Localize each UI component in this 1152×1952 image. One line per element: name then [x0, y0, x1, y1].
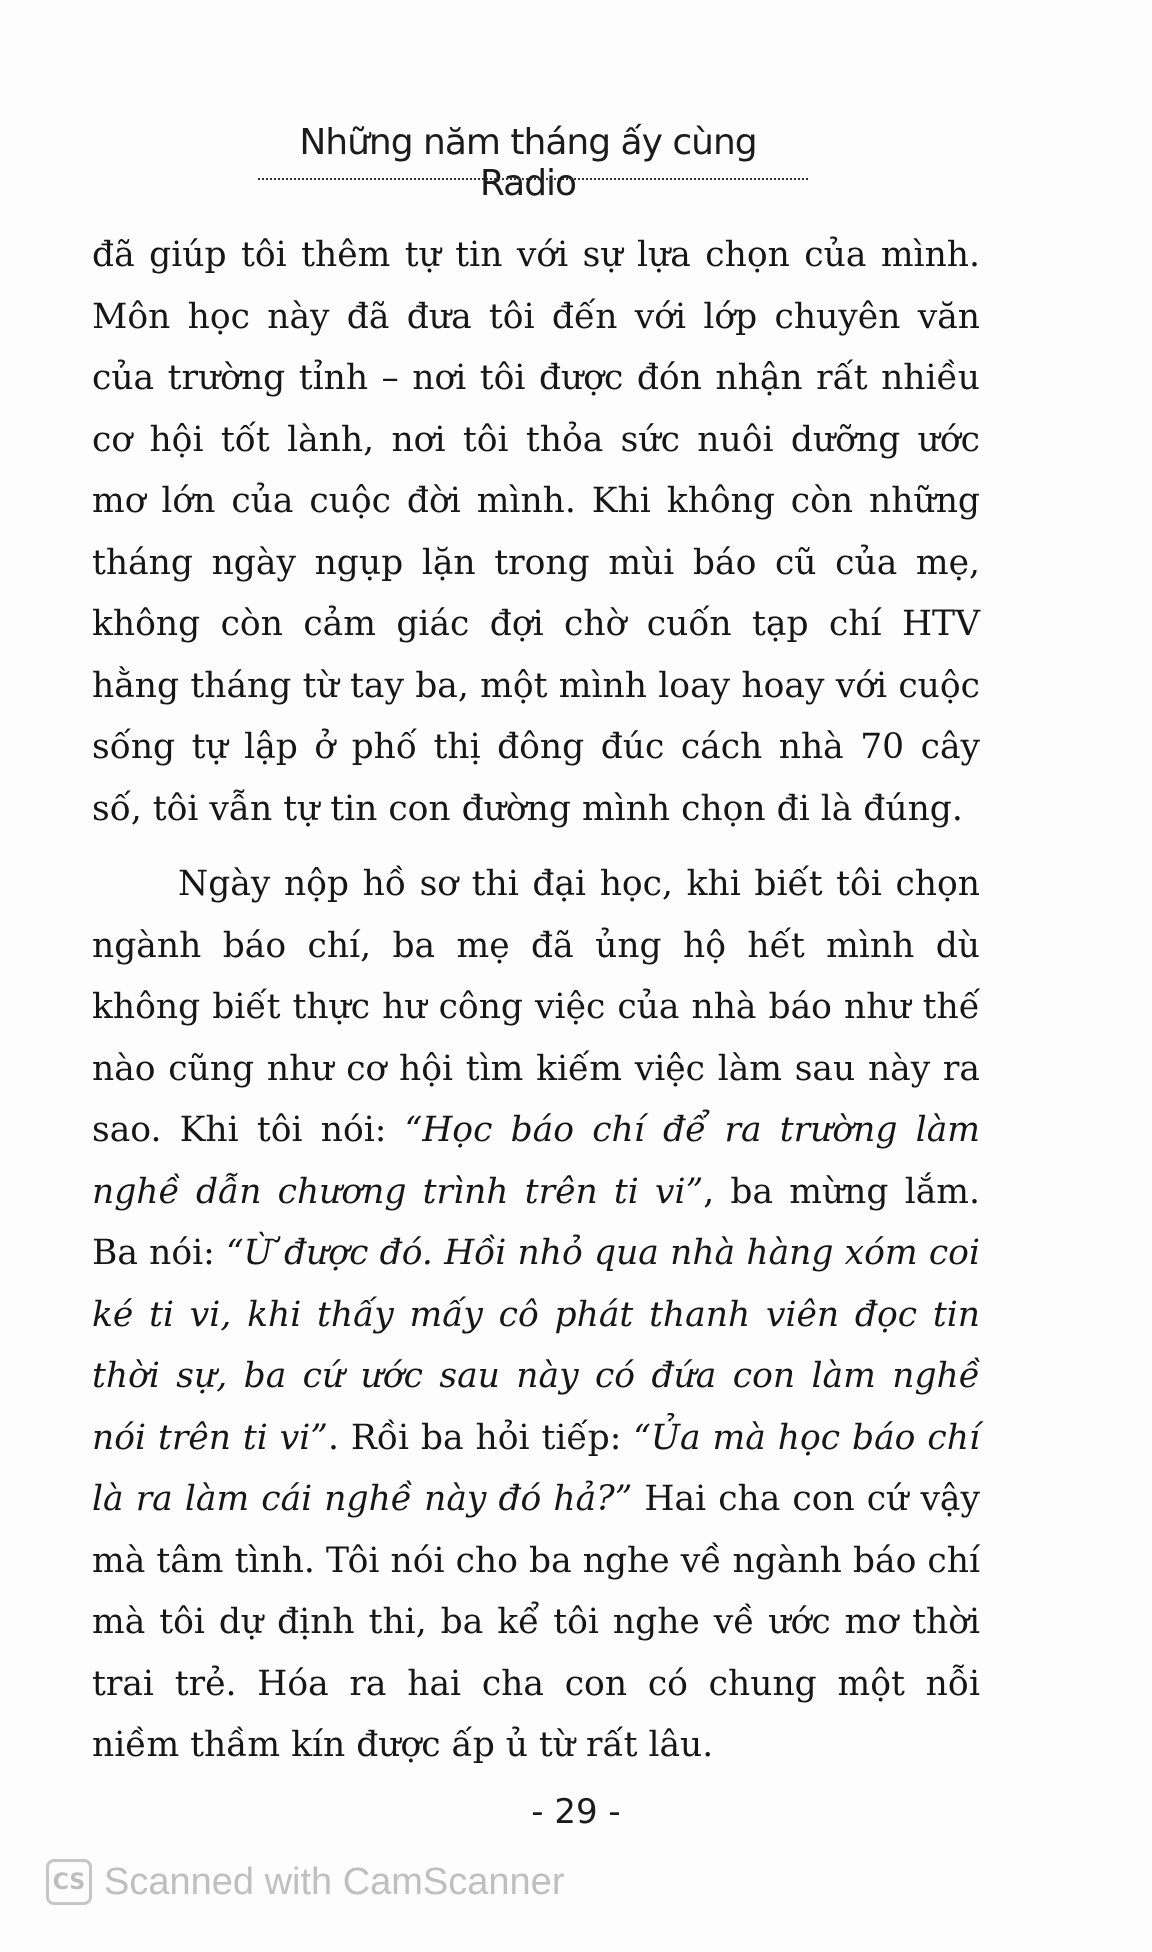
body-text: [92, 225, 980, 1777]
paragraph-2: [92, 854, 980, 1777]
camscanner-logo-icon: CS: [46, 1859, 92, 1905]
paragraph-1: đã giúp tôi thêm tự tin với sự lựa chọn của mình. Môn học này đã đưa tôi đến với lớp chuyên văn của trường tỉnh – nơi tôi được đón nhận rất nhiều cơ hội tốt lành, nơi tôi thỏa sức nuôi dưỡng ước mơ lớn của cuộc đời mình. Khi không còn những tháng ngày ngụp lặn trong mùi báo cũ của mẹ, không còn cảm giác đợi chờ cuốn tạp chí HTV hằng tháng từ tay ba, một mình loay hoay với cuộc sống tự lập ở phố thị đông đúc cách nhà 70 cây số, tôi vẫn tự tin con đường mình chọn đi là đúng.: [92, 235, 980, 829]
quote-1: “Học báo chí để ra trường làm nghề dẫn chương trình trên ti vi”: [92, 1110, 980, 1212]
quote-3: “Ủa mà học báo chí là ra làm cái nghề này đó hả?”: [92, 1417, 980, 1519]
quote-2: “Ừ được đó. Hồi nhỏ qua nhà hàng xóm coi ké ti vi, khi thấy mấy cô phát thanh viên đọc tin thời sự, ba cứ ước sau này có đứa con làm nghề nói trên ti vi”: [92, 1233, 980, 1458]
running-header: Những năm tháng ấy cùng Radio: [299, 122, 757, 204]
paragraph-2-text-1: Ngày nộp hồ sơ thi đại học, khi biết tôi chọn ngành báo chí, ba mẹ đã ủng hộ hết mình dù không biết thực hư công việc của nhà báo như thế nào cũng như cơ hội tìm kiếm việc làm sau này ra sao. Khi tôi nói:: [92, 864, 980, 1150]
paragraph-2-text-2: , ba mừng lắm. Ba nói:: [92, 1171, 980, 1273]
header-dotted-rule: [258, 178, 808, 180]
scanner-watermark-text: Scanned with CamScanner: [104, 1860, 565, 1903]
page-number: - 29 -: [531, 1792, 621, 1832]
paragraph-2-text-4: Hai cha con cứ vậy mà tâm tình. Tôi nói cho ba nghe về ngành báo chí mà tôi dự định thi, ba kể tôi nghe về ước mơ thời trai trẻ. Hóa ra hai cha con có chung một nỗi niềm thầm kín được ấp ủ từ rất lâu.: [92, 1479, 980, 1765]
paragraph-2-text-3: . Rồi ba hỏi tiếp:: [327, 1417, 634, 1458]
scanner-watermark: [46, 1852, 564, 1912]
